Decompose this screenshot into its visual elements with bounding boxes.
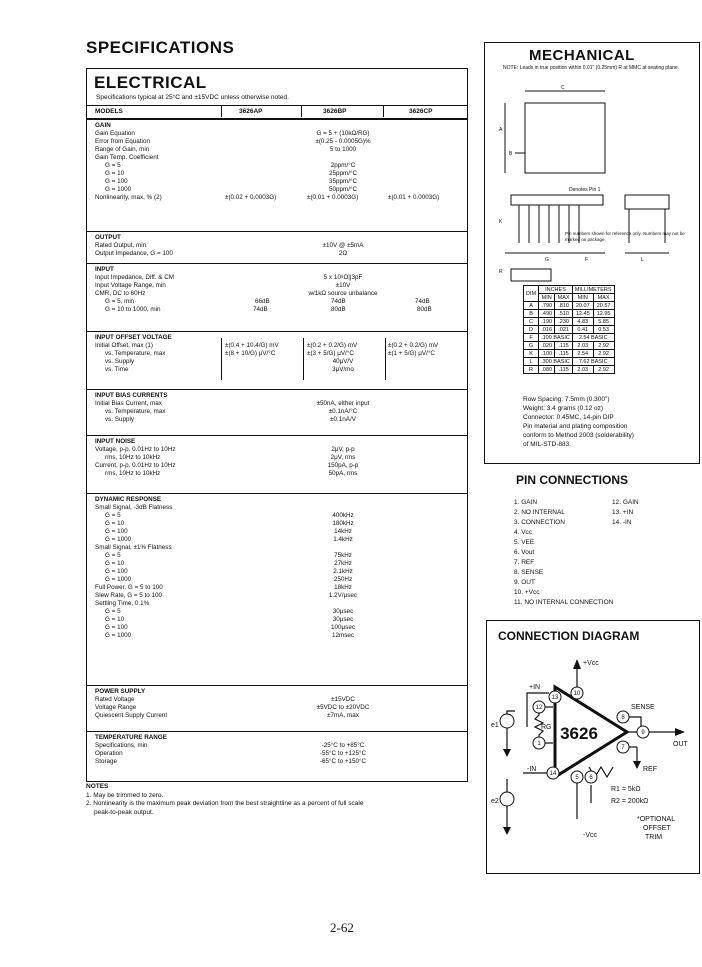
spec-value: 2ppm/°C xyxy=(330,162,356,169)
rg-label: RG xyxy=(541,724,552,731)
pin-item: 13. +IN xyxy=(612,509,634,516)
pin-item: 5. VEE xyxy=(514,539,535,546)
pin-item: 6. Vout xyxy=(514,549,535,556)
svg-text:B: B xyxy=(509,151,513,157)
spec-value: 30μsec xyxy=(332,608,354,615)
spec-value: 2μV, p-p xyxy=(331,446,355,453)
spec-label: G = 5 xyxy=(105,608,121,615)
spec-label: Slew Rate, G = 5 to 100 xyxy=(95,592,163,599)
spec-label: G = 100 xyxy=(105,528,128,535)
spec-label: G = 5 xyxy=(105,552,121,559)
spec-value: 80dB xyxy=(331,306,346,313)
pin-item: 4. Vcc xyxy=(514,529,533,536)
pin-item: 14. -IN xyxy=(612,519,632,526)
table-cell: .190 xyxy=(539,318,555,326)
spec-value: 74dB xyxy=(415,298,430,305)
pin-item: 7. REF xyxy=(514,559,535,566)
vcc-bottom-label: -Vcc xyxy=(583,832,597,839)
pin-one-label: Denotes Pin 1 xyxy=(569,187,601,193)
electrical-title: ELECTRICAL xyxy=(94,73,207,92)
spec-value: ±10V @ ±5mA xyxy=(322,242,364,249)
table-cell: 20.07 xyxy=(572,302,593,310)
spec-value: 74dB xyxy=(253,306,268,313)
info-line: Connector: 0.45MC, 14-pin DIP xyxy=(523,414,614,421)
spec-label: Input Voltage Range, min xyxy=(95,282,166,289)
spec-value: ±10V xyxy=(335,282,351,289)
table-row xyxy=(524,350,615,358)
table-cell: 4.83 xyxy=(572,318,593,326)
spec-label: Voltage, p-p, 0.01Hz to 10Hz xyxy=(95,446,176,453)
spec-label: Settling Time, 0.1% xyxy=(95,600,150,607)
spec-value: ±7mA, max xyxy=(327,712,359,719)
spec-label: vs. Time xyxy=(105,366,129,373)
table-cell: 2.92 xyxy=(593,350,614,358)
pin-item: 9. OUT xyxy=(514,579,535,586)
spec-value: 35ppm/°C xyxy=(328,178,358,185)
spec-label: G = 10 xyxy=(105,616,125,623)
spec-label: G = 10 to 1000, min xyxy=(105,306,161,313)
column-divider xyxy=(221,105,222,117)
table-cell: R xyxy=(524,366,539,374)
connection-diagram-panel xyxy=(486,620,700,874)
spec-label: G = 1000 xyxy=(105,632,132,639)
temperature-section xyxy=(87,731,467,782)
trim-label: TRIM xyxy=(645,834,663,841)
spec-label: G = 100 xyxy=(105,624,128,631)
column-divider xyxy=(383,105,384,117)
pin-item: 10. +Vcc xyxy=(514,589,540,596)
info-line: of MIL-STD-883. xyxy=(523,441,572,448)
spec-value: 2μV, rms xyxy=(330,454,356,461)
table-header: MAX xyxy=(555,294,573,302)
section-header: GAIN xyxy=(95,122,111,129)
package-outline-drawing xyxy=(485,83,697,283)
input-section xyxy=(87,263,467,330)
spec-label: G = 5 xyxy=(105,512,121,519)
section-header: INPUT BIAS CURRENTS xyxy=(95,392,168,399)
spec-value: 150pA, p-p xyxy=(327,462,359,469)
table-row xyxy=(524,358,615,366)
spec-label: Full Power, G = 5 to 100 xyxy=(95,584,163,591)
table-cell: .510 xyxy=(555,310,573,318)
spec-value: 80dB xyxy=(417,306,432,313)
column-divider xyxy=(303,338,304,380)
svg-text:A: A xyxy=(499,127,503,133)
table-cell: 12.95 xyxy=(593,310,614,318)
table-cell: .100 BASIC xyxy=(539,334,573,342)
section-header: POWER SUPPLY xyxy=(95,688,146,695)
spec-value: 30μsec xyxy=(332,616,354,623)
spec-label: G = 10 xyxy=(105,560,125,567)
section-header: TEMPERATURE RANGE xyxy=(95,734,167,741)
spec-value: ±(0.2 + 0.2/G) mV xyxy=(388,342,439,349)
table-row xyxy=(524,318,615,326)
spec-label: Small Signal, ±1% Flatness xyxy=(95,544,172,551)
pin-number: 5 xyxy=(575,775,579,781)
spec-value: 400kHz xyxy=(332,512,354,519)
pin-item: 8. SENSE xyxy=(514,569,544,576)
ref-label: REF xyxy=(643,766,657,773)
spec-value: -25°C to +85°C xyxy=(321,742,365,749)
table-cell: 2.03 xyxy=(572,342,593,350)
table-cell: 2.92 xyxy=(593,342,614,350)
pin-item: 11. NO INTERNAL CONNECTION xyxy=(514,599,614,606)
table-cell: .810 xyxy=(555,302,573,310)
spec-value: 3μV/mo xyxy=(332,366,354,373)
table-cell: .100 xyxy=(539,350,555,358)
pin-number: 1 xyxy=(537,741,541,747)
spec-label: CMR, DC to 60Hz xyxy=(95,290,146,297)
table-cell: F xyxy=(524,334,539,342)
spec-label: G = 1000 xyxy=(105,576,132,583)
spec-value: 18kHz xyxy=(334,584,352,591)
table-cell: .490 xyxy=(539,310,555,318)
svg-text:R: R xyxy=(499,269,503,275)
spec-value: ±(0.01 + 0.0003G) xyxy=(388,194,440,201)
mechanical-note: NOTE: Leads in true position within 0.01" (0.25mm) R at MMC at seating plane. xyxy=(503,65,680,71)
spec-label: Gain Temp. Coefficient xyxy=(95,154,159,161)
info-line: Weight: 3.4 grams (0.12 oz) xyxy=(523,405,604,412)
out-label: OUT xyxy=(673,741,688,748)
spec-value: 14kHz xyxy=(334,528,352,535)
table-cell: D xyxy=(524,326,539,334)
spec-value: ±50nA, either input xyxy=(316,400,370,407)
table-cell: .016 xyxy=(539,326,555,334)
model-ap: 3626AP xyxy=(239,108,263,115)
note-item: 1. May be trimmed to zero. xyxy=(86,791,164,799)
pin-list-right xyxy=(612,498,639,528)
spec-value: ±(0.4 + 10.4/G) mV xyxy=(225,342,279,349)
model-cp: 3626CP xyxy=(409,108,433,115)
spec-value: ±0.1nA/°C xyxy=(328,408,358,415)
e2-label: e2 xyxy=(491,798,499,805)
model-bp: 3626BP xyxy=(323,108,347,115)
pin-number: 13 xyxy=(551,695,559,701)
page-number: 2-62 xyxy=(330,920,354,935)
table-cell: 2.03 xyxy=(572,366,593,374)
spec-value: 250Hz xyxy=(333,576,353,583)
spec-value: ±(0.02 + 0.0003G) xyxy=(225,194,277,201)
e1-label: e1 xyxy=(491,722,499,729)
pin-item: 1. GAIN xyxy=(514,499,538,506)
table-cell: 2.92 xyxy=(593,366,614,374)
table-cell: G xyxy=(524,342,539,350)
spec-label: Initial Offset, max (1) xyxy=(95,342,153,349)
table-row xyxy=(524,326,615,334)
bias-section xyxy=(87,389,467,432)
spec-label: G = 5 xyxy=(105,162,121,169)
spec-value: -65°C to +150°C xyxy=(319,758,367,765)
pin-item: 3. CONNECTION xyxy=(514,519,565,526)
table-header: INCHES xyxy=(539,286,573,294)
spec-value: G = 5 + (10kΩ/RG) xyxy=(316,130,370,137)
spec-label: Small Signal, -3dB Flatness xyxy=(95,504,173,511)
table-cell: 2.54 xyxy=(572,350,593,358)
pin-connections-title: PIN CONNECTIONS xyxy=(516,473,629,487)
offset-section xyxy=(87,331,467,388)
spec-value: 5 x 10⁸Ω||3pF xyxy=(323,274,363,281)
table-cell: 5.85 xyxy=(593,318,614,326)
table-cell: K xyxy=(524,350,539,358)
power-section xyxy=(87,685,467,730)
column-divider xyxy=(221,338,222,380)
output-section xyxy=(87,231,467,264)
spec-value: 74dB xyxy=(331,298,346,305)
info-line: Pin material and plating composition xyxy=(523,423,628,430)
spec-value: 1.4kHz xyxy=(333,536,353,543)
spec-label: Rated Output, min xyxy=(95,242,147,249)
table-cell: .115 xyxy=(555,342,573,350)
spec-value: 2Ω xyxy=(338,250,348,257)
electrical-spec-table xyxy=(86,68,468,782)
spec-label: Input Impedance, Diff. & CM xyxy=(95,274,174,281)
chip-label: 3626 xyxy=(560,724,598,743)
spec-label: Rated Voltage xyxy=(95,696,135,703)
models-row xyxy=(87,105,467,119)
table-cell: 12.45 xyxy=(572,310,593,318)
spec-label: vs. Supply xyxy=(105,416,135,423)
table-cell: .021 xyxy=(555,326,573,334)
connection-diagram xyxy=(487,649,699,869)
spec-label: Operation xyxy=(95,750,123,757)
spec-label: vs. Temperature, max xyxy=(105,408,166,415)
section-header: INPUT xyxy=(95,266,114,273)
spec-label: Range of Gain, min xyxy=(95,146,150,153)
spec-value: ±(0.25 - 0.0005G)% xyxy=(315,138,371,145)
electrical-subtitle: Specifications typical at 25°C and ±15VDC unless otherwise noted. xyxy=(96,94,289,101)
spec-value: 27kHz xyxy=(334,560,352,567)
section-header: INPUT OFFSET VOLTAGE xyxy=(95,334,172,341)
section-header: INPUT NOISE xyxy=(95,438,136,445)
spec-label: rms, 10Hz to 10kHz xyxy=(105,454,161,461)
table-cell: .115 xyxy=(555,366,573,374)
spec-label: G = 10 xyxy=(105,170,125,177)
spec-value: 40μV/V xyxy=(332,358,354,365)
mechanical-panel xyxy=(484,42,700,464)
info-line: conform to Method 2003 (solderability) xyxy=(523,432,634,439)
pin-number: 7 xyxy=(621,745,625,751)
table-header: MILLIMETERS xyxy=(572,286,614,294)
spec-value: ±(8 + 10/G) μV/°C xyxy=(225,350,276,357)
pin-number: 8 xyxy=(621,715,625,721)
pin-item: 12. GAIN xyxy=(612,499,639,506)
table-row xyxy=(524,366,615,374)
models-label: MODELS xyxy=(95,108,123,115)
table-cell: .115 xyxy=(555,350,573,358)
table-cell: B xyxy=(524,310,539,318)
spec-label: Output Impedance, G = 100 xyxy=(95,250,173,257)
r1-label: R1 = 5kΩ xyxy=(611,786,641,793)
spec-label: Quiescent Supply Current xyxy=(95,712,168,719)
in-minus-label: -IN xyxy=(527,766,537,773)
mechanical-title: MECHANICAL xyxy=(529,47,635,64)
spec-label: G = 1000 xyxy=(105,186,132,193)
column-divider xyxy=(301,105,302,117)
dynamic-section xyxy=(87,493,467,684)
table-cell: A xyxy=(524,302,539,310)
spec-label: Current, p-p, 0.01Hz to 10Hz xyxy=(95,462,176,469)
table-cell: C xyxy=(524,318,539,326)
notes xyxy=(86,783,363,817)
r2-label: R2 = 200kΩ xyxy=(611,798,649,805)
page-title: SPECIFICATIONS xyxy=(86,38,235,57)
spec-label: Storage xyxy=(95,758,118,765)
spec-value: 100μsec xyxy=(331,624,355,631)
noise-section xyxy=(87,435,467,490)
section-header: DYNAMIC RESPONSE xyxy=(95,496,162,503)
table-cell: .230 xyxy=(555,318,573,326)
note-item: 2. Nonlinearity is the maximum peak deviation from the best straightline as a percent of full scale xyxy=(86,800,364,807)
svg-text:C: C xyxy=(561,85,565,91)
spec-value: 50ppm/°C xyxy=(328,186,358,193)
mechanical-info xyxy=(523,395,693,449)
table-row xyxy=(524,302,615,310)
spec-value: -55°C to +125°C xyxy=(319,750,367,757)
spec-value: ±(3 + 5/G) μV/°C xyxy=(307,350,354,357)
spec-value: ±5VDC to ±20VDC xyxy=(316,704,370,711)
pin-number: 6 xyxy=(589,775,593,781)
svg-text:K: K xyxy=(499,219,503,225)
spec-label: Specifications, min xyxy=(95,742,148,749)
table-cell: 0.53 xyxy=(593,326,614,334)
table-row xyxy=(524,310,615,318)
table-cell: 2.54 BASIC xyxy=(572,334,614,342)
info-line: Row Spacing: 7.5mm (0.300") xyxy=(523,396,610,403)
spec-value: w/1kΩ source unbalance xyxy=(308,290,378,297)
table-cell: .790 xyxy=(539,302,555,310)
dimension-table xyxy=(523,285,615,374)
offset-label: OFFSET xyxy=(643,825,671,832)
spec-label: G = 10 xyxy=(105,520,125,527)
table-cell: 0.41 xyxy=(572,326,593,334)
spec-value: ±15VDC xyxy=(331,696,355,703)
table-header: MIN xyxy=(572,294,593,302)
pin-item: 2. NO INTERNAL xyxy=(514,509,565,516)
table-cell: .080 xyxy=(539,366,555,374)
spec-value: 25ppm/°C xyxy=(328,170,358,177)
spec-value: ±(0.2 + 0.2/G) mV xyxy=(307,342,358,349)
table-header: MIN xyxy=(539,294,555,302)
spec-label: Error from Equation xyxy=(95,138,150,145)
table-header: DIM xyxy=(524,286,539,302)
table-row xyxy=(524,342,615,350)
spec-value: 180kHz xyxy=(332,520,354,527)
pin-note: Pin numbers shown for reference only. Numbers may not be marked on package. xyxy=(565,231,685,242)
spec-value: 5 to 1000 xyxy=(329,146,357,153)
spec-label: Initial Bias Current, max xyxy=(95,400,162,407)
in-plus-label: +IN xyxy=(529,684,541,691)
spec-label: vs. Temperature, max xyxy=(105,350,166,357)
spec-label: Nonlinearity, max, % (2) xyxy=(95,194,162,201)
spec-label: G = 1000 xyxy=(105,536,132,543)
spec-label: G = 100 xyxy=(105,178,128,185)
spec-label: vs. Supply xyxy=(105,358,135,365)
spec-value: 75kHz xyxy=(334,552,352,559)
table-cell: 20.57 xyxy=(593,302,614,310)
pin-list-left xyxy=(514,498,613,608)
table-cell: 7.62 BASIC xyxy=(572,358,614,366)
spec-value: 1.2V/μsec xyxy=(328,592,358,599)
optional-label: *OPTIONAL xyxy=(637,816,676,823)
notes-header: NOTES xyxy=(86,783,109,790)
spec-label: Voltage Range xyxy=(95,704,137,711)
spec-label: G = 5, min xyxy=(105,298,135,305)
svg-text:F: F xyxy=(585,257,589,263)
spec-label: Gain Equation xyxy=(95,130,135,137)
pin-number: 12 xyxy=(535,705,543,711)
svg-text:L: L xyxy=(641,257,644,263)
pin-number: 10 xyxy=(573,691,581,697)
table-cell: .020 xyxy=(539,342,555,350)
sense-label: SENSE xyxy=(631,704,655,711)
spec-value: 2.1kHz xyxy=(333,568,353,575)
pin-number: 14 xyxy=(549,771,557,777)
table-header: MAX xyxy=(593,294,614,302)
spec-value: ±(0.01 + 0.0003G) xyxy=(307,194,359,201)
gain-section xyxy=(87,119,467,232)
pin-number: 9 xyxy=(641,730,645,736)
table-cell: L xyxy=(524,358,539,366)
note-item: peak-to-peak output. xyxy=(94,808,154,816)
spec-value: 66dB xyxy=(255,298,270,305)
spec-label: G = 100 xyxy=(105,568,128,575)
table-cell: .300 BASIC xyxy=(539,358,573,366)
section-header: OUTPUT xyxy=(95,234,121,241)
vcc-top-label: +Vcc xyxy=(583,660,599,667)
spec-value: 50pA, rms xyxy=(328,470,358,477)
svg-text:G: G xyxy=(545,257,549,263)
spec-label: rms, 10Hz to 10kHz xyxy=(105,470,161,477)
column-divider xyxy=(385,338,386,380)
connection-diagram-title: CONNECTION DIAGRAM xyxy=(498,629,640,643)
spec-value: ±0.1nA/V xyxy=(330,416,356,423)
spec-value: 12msec xyxy=(331,632,355,639)
table-row xyxy=(524,334,615,342)
spec-value: ±(1 + 5/G) μV/°C xyxy=(388,350,435,357)
